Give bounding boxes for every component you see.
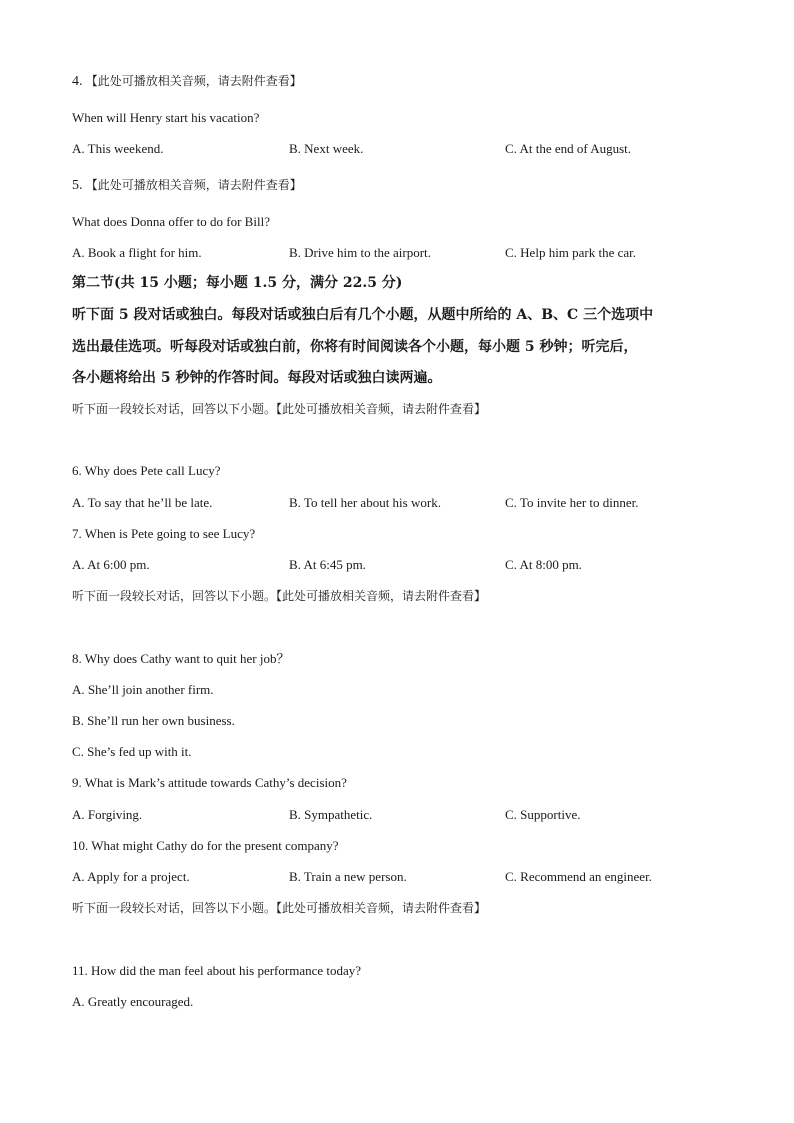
question-6-text: 6. Why does Pete call Lucy? [72,463,221,478]
section-2-instruction-line-1: 听下面 5 段对话或独白。每段对话或独白后有几个小题，从题中所给的 A、B、C 三个选项中 [72,307,654,323]
question-4-header: 4. 【此处可播放相关音频，请去附件查看】 [72,74,302,89]
q4-option-c: C. At the end of August. [505,141,632,156]
q9-option-b: B. Sympathetic. [289,807,373,822]
q8-option-a: A. She’ll join another firm. [72,682,214,697]
q4-option-b: B. Next week. [289,141,364,156]
q7-option-c: C. At 8:00 pm. [505,557,582,572]
q11-option-a: A. Greatly encouraged. [72,994,194,1009]
section-2-instruction-line-2: 选出最佳选项。听每段对话或独白前，你将有时间阅读各个小题，每小题 5 秒钟；听完后， [72,339,638,355]
question-5-header: 5. 【此处可播放相关音频，请去附件查看】 [72,178,302,193]
question-4-text: When will Henry start his vacation? [72,110,260,125]
q9-option-a: A. Forgiving. [72,807,143,822]
dialog-intro-1: 听下面一段较长对话，回答以下小题。【此处可播放相关音频，请去附件查看】 [72,402,487,416]
q10-option-c: C. Recommend an engineer. [505,869,652,884]
section-2-instruction-line-3: 各小题将给出 5 秒钟的作答时间。每段对话或独白读两遍。 [72,370,442,386]
audio-placeholder: 【此处可播放相关音频，请去附件查看】 [85,178,302,192]
q6-option-c: C. To invite her to dinner. [505,495,639,510]
question-8-text: 8. Why does Cathy want to quit her job？ [72,651,290,666]
q10-option-a: A. Apply for a project. [72,869,190,884]
q6-option-a: A. To say that he’ll be late. [72,495,213,510]
q9-option-c: C. Supportive. [505,807,581,822]
q8-option-b: B. She’ll run her own business. [72,713,235,728]
q10-option-b: B. Train a new person. [289,869,407,884]
question-7-text: 7. When is Pete going to see Lucy? [72,526,256,541]
question-9-text: 9. What is Mark’s attitude towards Cathy’s decision? [72,775,347,790]
q7-option-b: B. At 6:45 pm. [289,557,366,572]
q5-option-b: B. Drive him to the airport. [289,245,431,260]
section-2-title: 第二节(共 15 小题；每小题 1.5 分，满分 22.5 分) [72,275,403,291]
question-11-text: 11. How did the man feel about his performance today? [72,963,362,978]
q5-option-c: C. Help him park the car. [505,245,637,260]
q4-option-a: A. This weekend. [72,141,164,156]
question-5-text: What does Donna offer to do for Bill? [72,214,270,229]
dialog-intro-2: 听下面一段较长对话，回答以下小题。【此处可播放相关音频，请去附件查看】 [72,589,487,603]
q7-option-a: A. At 6:00 pm. [72,557,150,572]
q6-option-b: B. To tell her about his work. [289,495,441,510]
audio-placeholder: 【此处可播放相关音频，请去附件查看】 [85,74,302,88]
q8-option-c: C. She’s fed up with it. [72,744,192,759]
q5-option-a: A. Book a flight for him. [72,245,202,260]
question-10-text: 10. What might Cathy do for the present company? [72,838,339,853]
dialog-intro-3: 听下面一段较长对话，回答以下小题。【此处可播放相关音频，请去附件查看】 [72,901,487,915]
